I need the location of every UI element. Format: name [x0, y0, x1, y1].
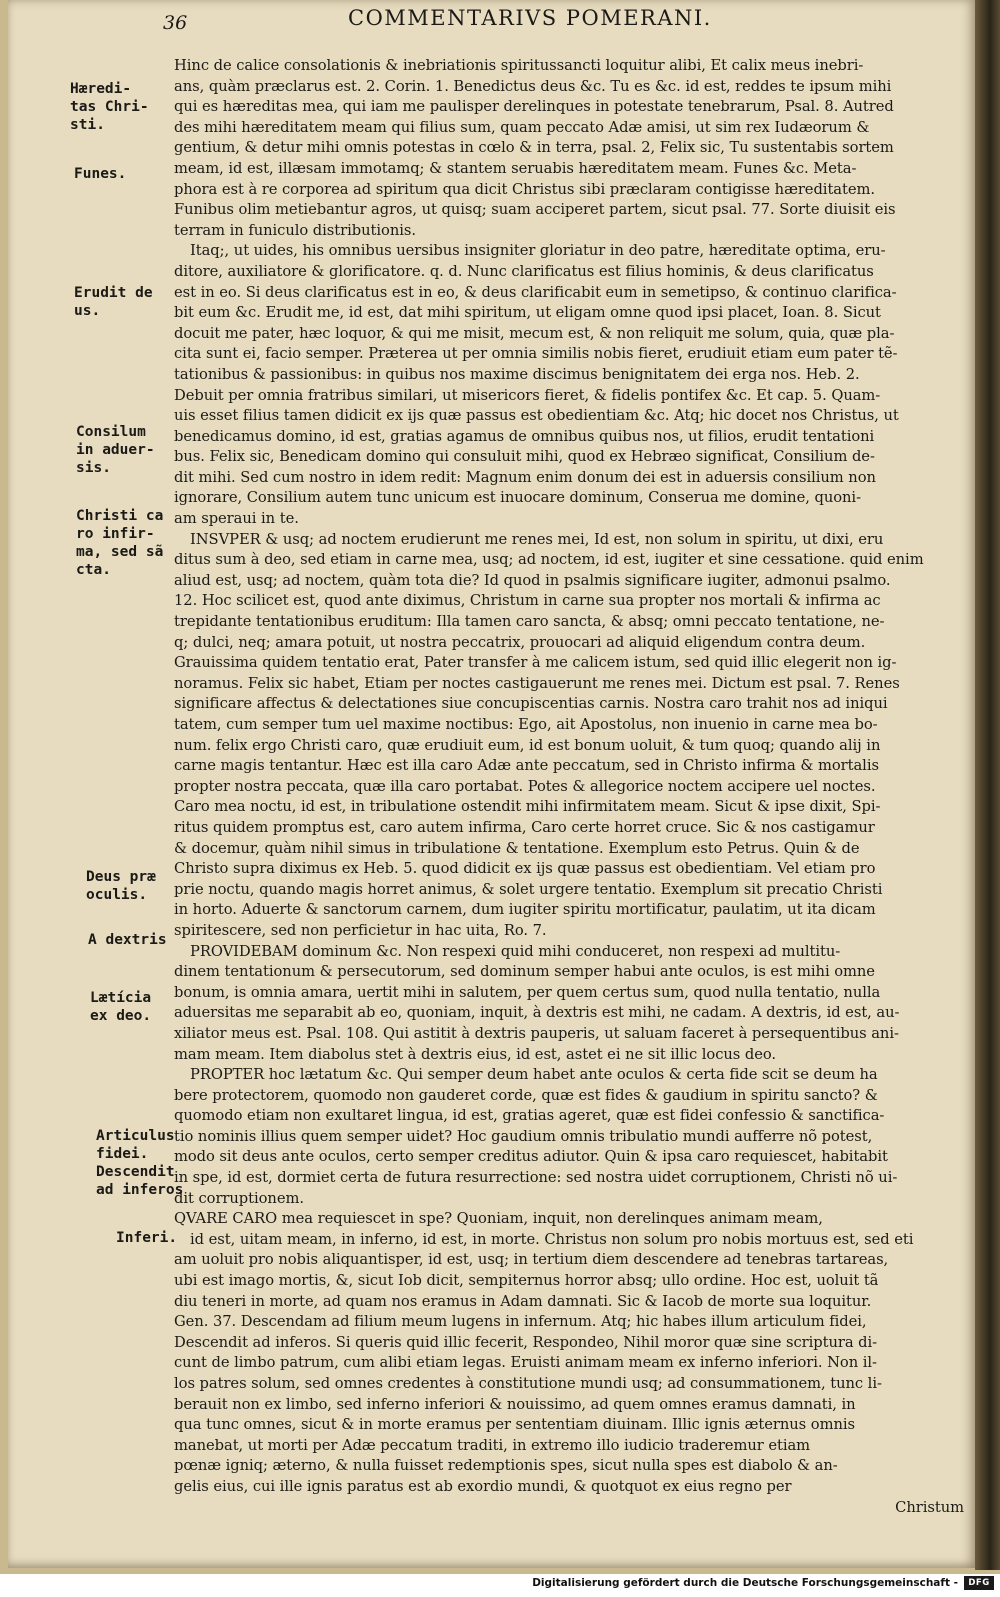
text-line: am speraui in te. — [174, 510, 299, 528]
text-line: est in eo. Si deus clarificatus est in eo, & deus clarificabit eum in semetipso, & continuo clarifica- — [174, 283, 897, 301]
text-line: q; dulci, neq; amara potuit, ut nostra peccatrix, prouocari ad aliquid eligendum contra deum. — [174, 633, 866, 651]
text-line: dit corruptionem. — [174, 1189, 304, 1207]
text-line: Hinc de calice consolationis & inebriationis spiritussancti loquitur alibi, Et calix meus inebri- — [174, 57, 864, 74]
text-line: pœnæ igniq; æterno, & nulla fuisset redemptionis spes, sicut nulla spes est diabolo & an- — [174, 1457, 838, 1475]
text-line: modo sit deus ante oculos, certo semper creditus adiutor. Quin & ipsa caro requiescet, habitabit — [174, 1148, 888, 1166]
text-line: Gen. 37. Descendam ad filium meum lugens in infernum. Atq; hic habes illum articulum fidei, — [174, 1313, 867, 1331]
text-line: Grauissima quidem tentatio erat, Pater transfer à me calicem istum, sed quid illic elegerit non ig- — [174, 654, 897, 672]
text-line: ritus quidem promptus est, caro autem infirma, Caro certe horret cruce. Sic & nos castigamur — [174, 818, 875, 836]
text-line: ubi est imago mortis, &, sicut Iob dicit, sempiternus horror absq; ullo ordine. Hoc est, uoluit tã — [174, 1272, 879, 1290]
text-line: xiliator meus est. Psal. 108. Qui astitit à dextris pauperis, ut saluam faceret à persequentibus ani- — [174, 1024, 899, 1042]
margin-note-a-dextris: A dextris — [88, 932, 167, 948]
text-line: in spe, id est, dormiet certa de futura resurrectione: sed nostra uidet corruptionem, Christi nõ ui- — [174, 1169, 898, 1187]
text-line: bere protectorem, quomodo non gauderet corde, quæ est fides & gaudium in spiritu sancto? & — [174, 1086, 878, 1104]
text-line: ignorare, Consilium autem tunc unicum est inuocare dominum, Conserua me domine, quoni- — [174, 489, 861, 507]
text-line: significare affectus & delectationes siue concupiscentias carnis. Nostra caro trahit nos ad iniqui — [174, 695, 888, 713]
text-line: ditus sum à deo, sed etiam in carne mea, usq; ad noctem, id est, iugiter et sine cessatione. quid enim — [174, 551, 924, 569]
text-line: PROVIDEBAM dominum &c. Non respexi quid mihi conduceret, non respexi ad multitu- — [190, 942, 841, 960]
text-line: trepidante tentationibus eruditum: Illa tamen caro sancta, & absq; omni peccato tentatione, ne- — [174, 613, 885, 631]
text-line: diu teneri in morte, ad quam nos eramus in Adam damnati. Sic & Iacob de morte sua loquitur. — [174, 1292, 872, 1310]
text-line: qui es hæreditas mea, qui iam me paulisper derelinques in potestate tenebrarum, Psal. 8. Autred — [174, 98, 894, 116]
margin-note-inferi: Inferi. — [116, 1230, 178, 1246]
text-line: cita sunt ei, facio semper. Præterea ut per omnia similis nobis fieret, erudiuit etiam eum pater tẽ- — [174, 345, 898, 363]
running-title: COMMENTARIVS POMERANI. — [348, 6, 712, 30]
text-line: gentium, & detur mihi omnis potestas in cœlo & in terra, psal. 2, Felix sic, Tu sustentabis sortem — [174, 139, 894, 157]
text-line: quomodo etiam non exultaret lingua, id est, gratias ageret, quæ est fidei confessio & sanctifica- — [174, 1107, 885, 1125]
text-line: aliud est, usq; ad noctem, quàm tota die? Id quod in psalmis significare iugiter, admonui psalmo. — [174, 571, 891, 589]
margin-note-erudit-deus: Erudit de us. — [74, 285, 153, 319]
dfg-logo: DFG — [964, 1576, 994, 1590]
text-line: am uoluit pro nobis aliquantisper, id est, usq; in tertium diem descendere ad tenebras tartareas, — [174, 1251, 889, 1269]
text-line: berauit non ex limbo, sed inferno inferiori & nouissimo, ad quem omnes eramus damnati, in — [174, 1395, 856, 1413]
text-line: tio nominis illius quem semper uidet? Hoc gaudium omnis tribulatio mundi aufferre nõ potest, — [174, 1127, 873, 1145]
main-text-block — [174, 56, 974, 1518]
text-line: manebat, ut morti per Adæ peccatum traditi, in extremo illo iudicio traderemur etiam — [174, 1436, 811, 1454]
text-line: Itaq;, ut uides, his omnibus uersibus insigniter gloriatur in deo patre, hæreditate optima, eru- — [190, 242, 886, 260]
text-line: Descendit ad inferos. Si queris quid illic fecerit, Respondeo, Nihil moror quæ sine scriptura di- — [174, 1333, 878, 1351]
margin-note-laeticia: Lætícia ex deo. — [90, 990, 152, 1024]
margin-note-christi-caro: Christi ca ro infir- ma, sed sã cta. — [76, 508, 164, 578]
margin-note-haereditas-christi: Hæredi- tas Chri- sti. — [70, 81, 149, 133]
text-line: bus. Felix sic, Benedicam domino qui consuluit mihi, quod ex Hebræo significat, Consilium de- — [174, 448, 875, 466]
text-line: noramus. Felix sic habet, Etiam per noctes castigauerunt me renes mei. Dictum est psal. 7. Renes — [174, 674, 900, 692]
text-line: gelis eius, cui ille ignis paratus est ab exordio mundi, & quotquot ex eius regno per — [174, 1477, 792, 1495]
text-line: prie noctu, quando magis horret animus, & solet urgere tentatio. Exemplum sit precatio Christi — [174, 880, 883, 898]
margin-note-articulus-fidei: Articulus fidei. Descendit ad inferos — [96, 1128, 184, 1198]
text-line: ditore, auxiliatore & glorificatore. q. d. Nunc clarificatus est filius hominis, & deus clarificatus — [174, 262, 874, 280]
text-line: tatem, cum semper tum uel maxime noctibus: Ego, ait Apostolus, non inuenio in carne mea bo- — [174, 716, 878, 733]
margin-note-funes: Funes. — [74, 166, 127, 182]
text-line: Christum — [895, 1498, 964, 1516]
margin-notes — [8, 0, 184, 1560]
text-line: PROPTER hoc lætatum &c. Qui semper deum habet ante oculos & certa fide scit se deum ha — [190, 1066, 878, 1084]
text-line: benedicamus domino, id est, gratias agamus de omnibus quibus nos, ut filios, erudit tentationi — [174, 427, 875, 445]
text-line: des mihi hæreditatem meam qui filius sum, quam peccato Adæ amisi, ut sim rex Iudæorum & — [174, 118, 870, 136]
text-line: Debuit per omnia fratribus similari, ut misericors fieret, & fidelis pontifex &c. Et cap. 5. Quam- — [174, 386, 881, 404]
text-line: Christo supra diximus ex Heb. 5. quod didicit ex ijs quæ passus est obedientiam. Vel etiam pro — [174, 860, 876, 878]
text-line: uis esset filius tamen didicit ex ijs quæ passus est obedientiam &c. Atq; hic docet nos Christus, ut — [174, 407, 899, 425]
text-line: bonum, is omnia amara, uertit mihi in salutem, per quem certus sum, quod nulla tentatio, nulla — [174, 983, 881, 1001]
text-line: mam meam. Item diabolus stet à dextris eius, id est, astet ei ne sit illic locus deo. — [174, 1045, 777, 1063]
page-edge — [975, 0, 1000, 1570]
text-line: id est, uitam meam, in inferno, id est, in morte. Christus non solum pro nobis mortuus est, sed eti — [190, 1230, 914, 1248]
text-line: dinem tentationum & persecutorum, sed dominum semper habui ante oculos, is est mihi omne — [174, 963, 875, 981]
text-line: QVARE CARO mea requiescet in spe? Quoniam, inquit, non derelinques animam meam, — [174, 1210, 823, 1228]
text-line: Caro mea noctu, id est, in tribulatione ostendit mihi infirmitatem meam. Sicut & ipse dixit, Spi- — [174, 798, 881, 816]
text-line: Funibus olim metiebantur agros, ut quisq; suam acciperet partem, sicut psal. 77. Sorte diuisit eis — [174, 201, 896, 219]
text-line: 12. Hoc scilicet est, quod ante diximus, Christum in carne sua propter nos mortali & infirma ac — [174, 592, 881, 610]
text-line: propter nostra peccata, quæ illa caro portabat. Potes & allegorice noctem accipere uel noctes. — [174, 777, 876, 795]
text-line: & docemur, quàm nihil simus in tribulatione & tentatione. Exemplum esto Petrus. Quin & de — [174, 839, 860, 857]
text-line: in horto. Aduerte & sanctorum carnem, dum iugiter spiritu mortificatur, paulatim, ut ita dicam — [174, 901, 876, 919]
text-line: cunt de limbo patrum, cum alibi etiam legas. Eruisti animam meam ex inferno inferiori. Non il- — [174, 1354, 877, 1372]
margin-note-consilium: Consilum in aduer- sis. — [76, 424, 155, 476]
text-line: INSVPER & usq; ad noctem erudierunt me renes mei, Id est, non solum in spiritu, ut dixi, eru — [190, 530, 884, 548]
page-number: 36 — [163, 12, 188, 34]
text-line: ans, quàm præclarus est. 2. Corin. 1. Benedictus deus &c. Tu es &c. id est, reddes te ipsum mihi — [174, 77, 892, 95]
text-line: phora est à re corporea ad spiritum qua dicit Christus sibi præclaram contigisse hæreditatem. — [174, 180, 875, 198]
text-line: carne magis tentantur. Hæc est illa caro Adæ ante peccatum, sed in Christo infirma & mortalis — [174, 757, 879, 775]
text-line: dit mihi. Sed cum nostro in idem redit: Magnum enim donum dei est in aduersis consilium non — [174, 468, 876, 486]
text-line: docuit me pater, hæc loquor, & qui me misit, mecum est, & non reliquit me solum, quia, quæ pla- — [174, 324, 895, 342]
text-line: num. felix ergo Christi caro, quæ erudiuit eum, id est bonum uoluit, & tum quoq; quando alij in — [174, 736, 881, 754]
text-line: bit eum &c. Erudit me, id est, dat mihi spiritum, ut eligam omne quod ipsi placet, Ioan. 8. Sicut — [174, 304, 881, 322]
text-line: terram in funiculo distributionis. — [174, 221, 416, 239]
text-line: los patres solum, sed omnes credentes à constitutione mundi usq; ad consummationem, tunc li- — [174, 1375, 882, 1392]
footer-credit: Digitalisierung gefördert durch die Deutsche Forschungsgemeinschaft - — [532, 1577, 958, 1589]
text-line: qua tunc omnes, sicut & in morte eramus per sententiam diuinam. Illic ignis æternus omnis — [174, 1416, 856, 1434]
text-line: aduersitas me separabit ab eo, quoniam, inquit, à dextris est mihi, ne cadam. A dextris, id est, au- — [174, 1004, 900, 1022]
book-page — [8, 0, 976, 1568]
text-line: tationibus & passionibus: in quibus nos maxime discimus benignitatem dei erga nos. Heb. 2. — [174, 365, 860, 383]
text-line: spiritescere, sed non perficietur in hac uita, Ro. 7. — [174, 921, 547, 939]
text-line: meam, id est, illæsam immotamq; & stantem seruabis hæreditatem meam. Funes &c. Meta- — [174, 159, 857, 177]
running-head — [163, 6, 953, 36]
margin-note-deus-prae-oculis: Deus præ oculis. — [86, 869, 156, 903]
